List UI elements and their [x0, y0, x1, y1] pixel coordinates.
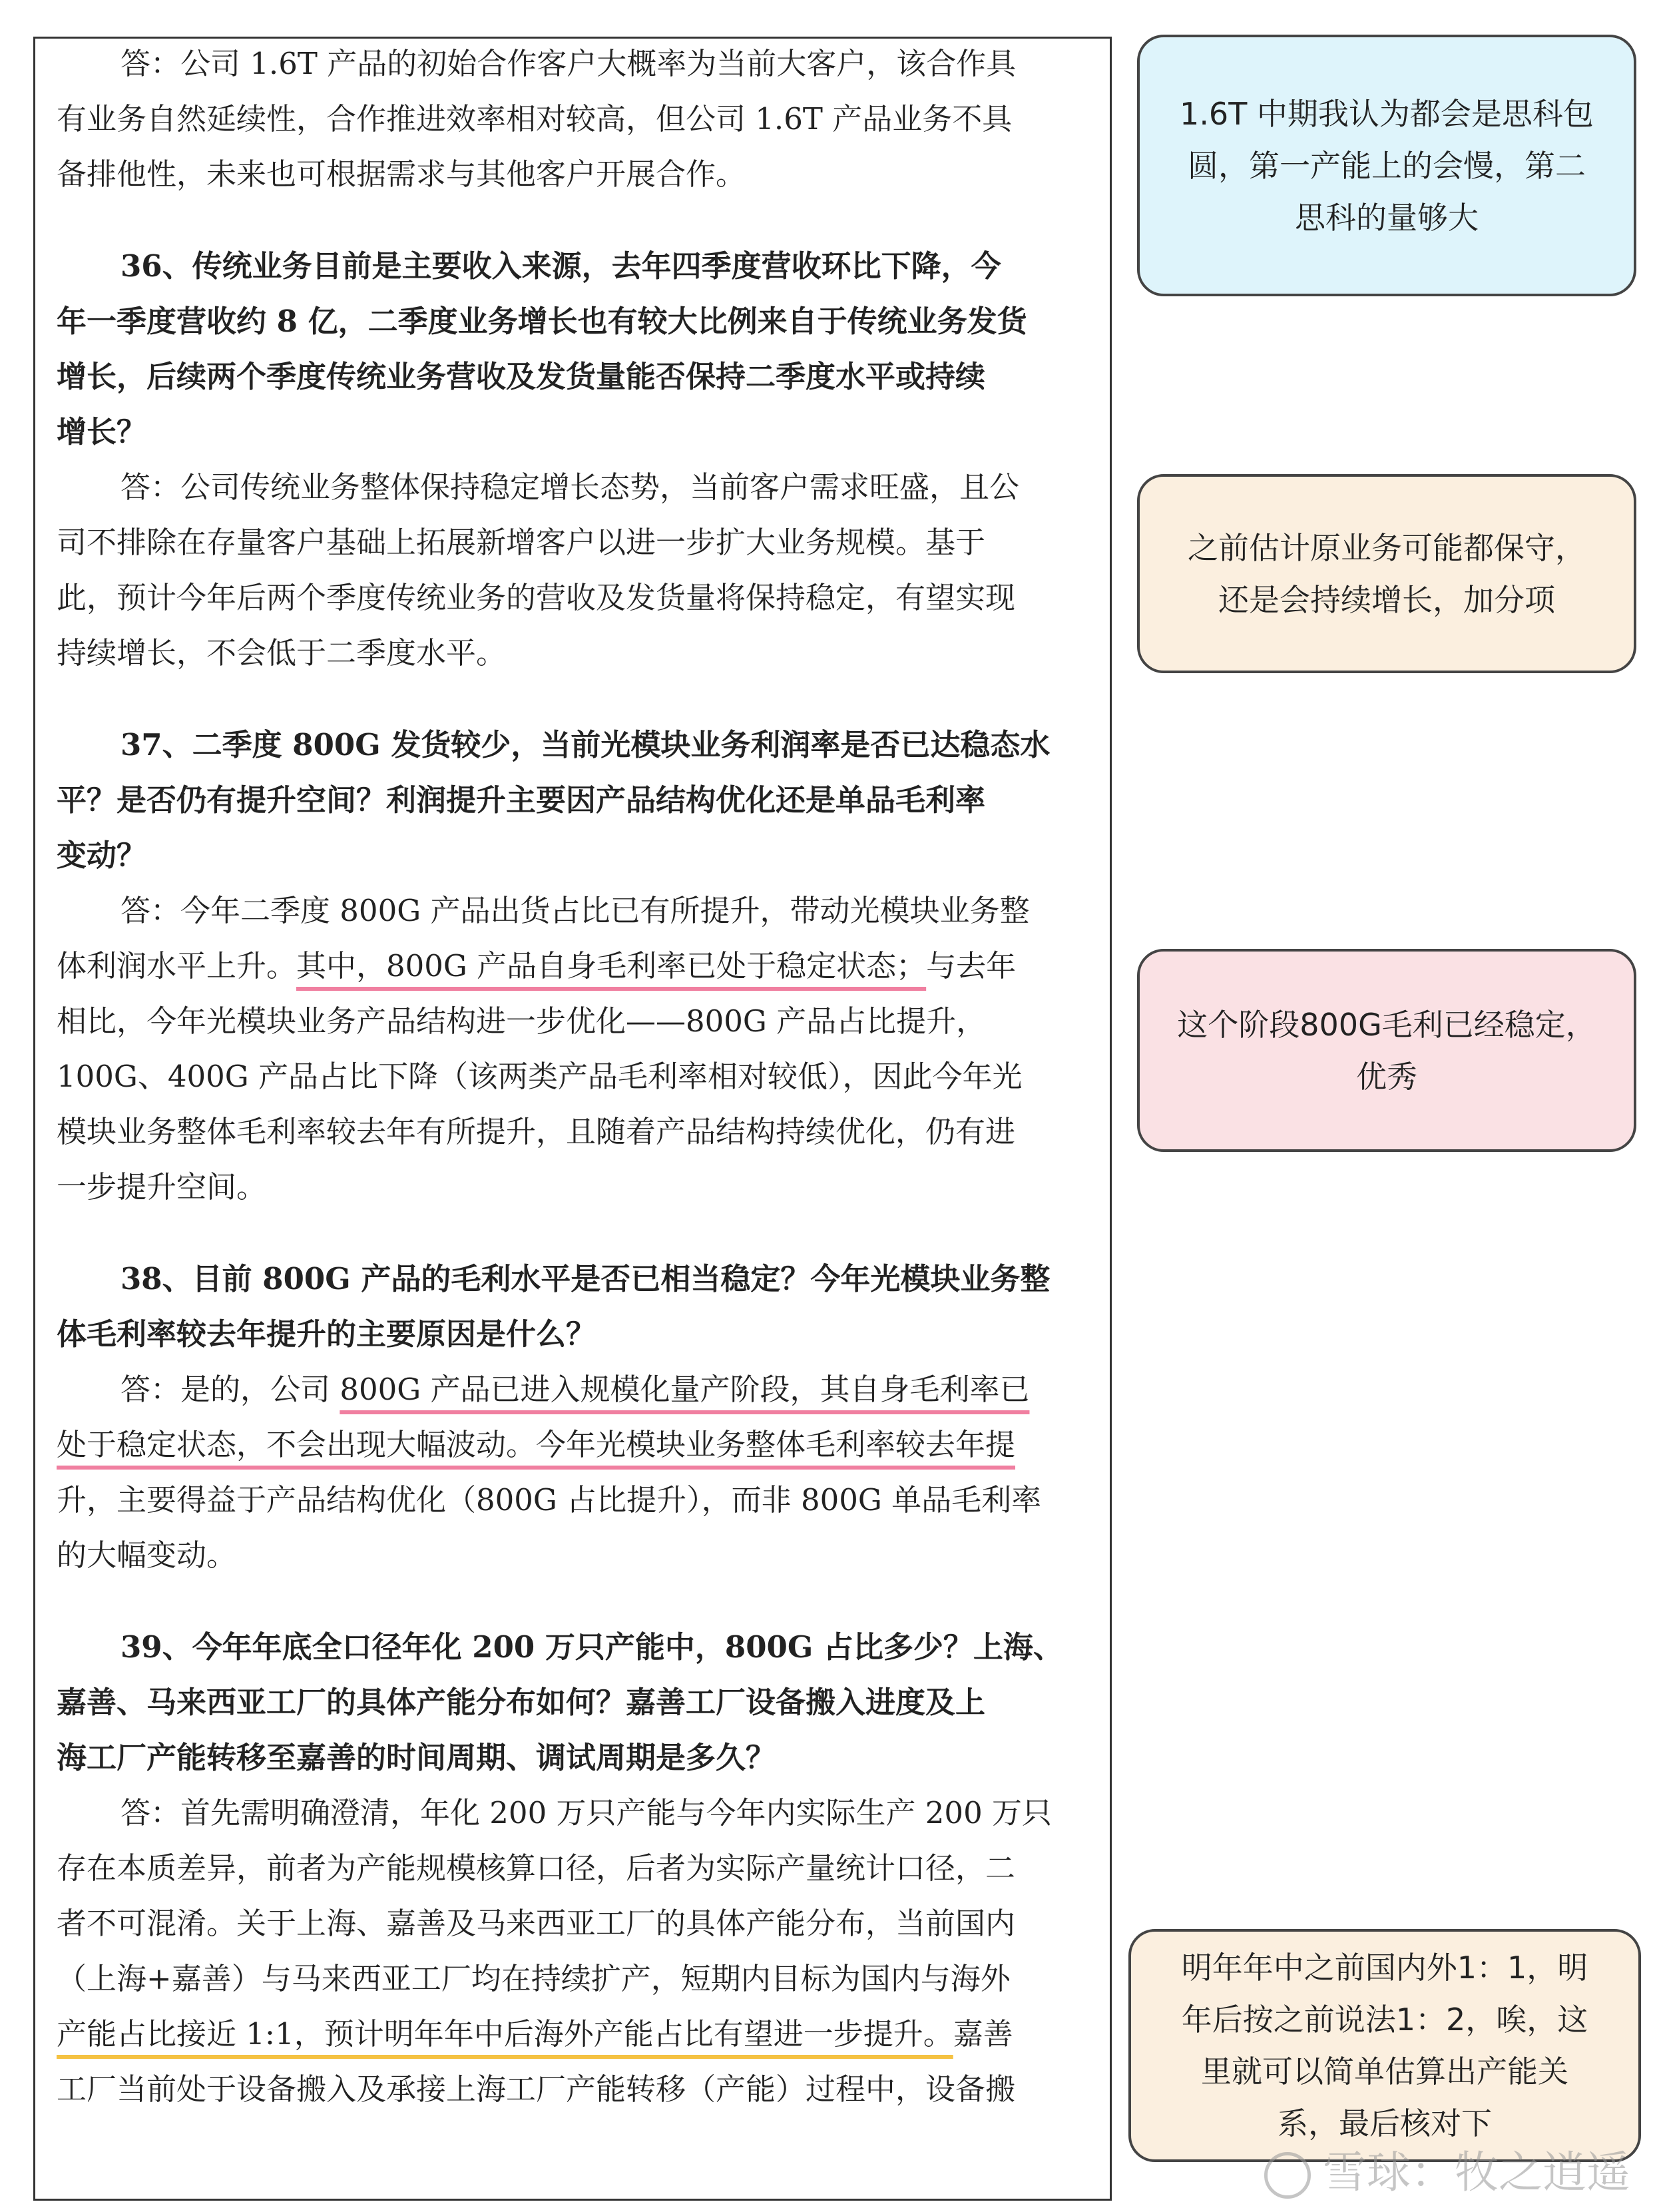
- question-line: 38、目前 800G 产品的毛利水平是否已相当稳定？今年光模块业务整: [120, 1261, 1051, 1296]
- question-line: 增长？: [57, 414, 147, 449]
- text-segment: 答：是的，公司: [120, 1372, 340, 1407]
- annotation-text: [1188, 522, 1586, 626]
- question-line: 平？是否仍有提升空间？利润提升主要因产品结构优化还是单品毛利率: [57, 782, 986, 818]
- highlighted-text: 处于稳定状态，不会出现大幅波动。今年光模块业务整体毛利率较去年提: [57, 1427, 1016, 1462]
- annotation-line: 之前估计原业务可能都保守，: [1188, 529, 1586, 566]
- annotation-line: 还是会持续增长，加分项: [1218, 581, 1555, 618]
- answer-line: 一步提升空间。: [57, 1169, 267, 1205]
- highlighted-text: 800G 产品已进入规模化量产阶段，其自身毛利率已: [340, 1372, 1030, 1407]
- question-line: 变动？: [57, 838, 147, 873]
- question-line: 36、传统业务目前是主要收入来源，去年四季度营收环比下降，今: [120, 248, 1001, 284]
- question-line: 年一季度营收约 8 亿，二季度业务增长也有较大比例来自于传统业务发货: [57, 304, 1027, 339]
- answer-line: 100G、400G 产品占比下降（该两类产品毛利率相对较低），因此今年光: [57, 1059, 1023, 1094]
- answer-line: 的大幅变动。: [57, 1537, 237, 1573]
- answer-line: [57, 938, 1095, 994]
- answer-line: 持续增长，不会低于二季度水平。: [57, 635, 507, 671]
- answer-line: 有业务自然延续性，合作推进效率相对较高，但公司 1.6T 产品业务不具: [57, 101, 1013, 137]
- annotation-note: [1128, 1929, 1641, 2162]
- highlighted-text: 其中，800G 产品自身毛利率已处于稳定状态；: [296, 948, 927, 983]
- question-line: 体毛利率较去年提升的主要原因是什么？: [57, 1316, 596, 1352]
- answer-line: （上海+嘉善）与马来西亚工厂均在持续扩产，短期内目标为国内与海外: [57, 1961, 1011, 1996]
- annotation-line: 明年年中之前国内外1：1，明: [1181, 1950, 1588, 1986]
- answer-line: 答：今年二季度 800G 产品出货占比已有所提升，带动光模块业务整: [120, 893, 1030, 928]
- annotation-line: 系，最后核对下: [1277, 2105, 1492, 2141]
- answer-line: [57, 2006, 1095, 2062]
- answer-line: 司不排除在存量客户基础上拓展新增客户以进一步扩大业务规模。基于: [57, 525, 986, 560]
- answer-line: 答：首先需明确澄清，年化 200 万只产能与今年内实际生产 200 万只: [120, 1795, 1053, 1830]
- answer-line: 存在本质差异，前者为产能规模核算口径，后者为实际产量统计口径，二: [57, 1850, 1016, 1886]
- answer-line: 相比，今年光模块业务产品结构进一步优化——800G 产品占比提升，: [57, 1003, 987, 1039]
- question-line: 增长，后续两个季度传统业务营收及发货量能否保持二季度水平或持续: [57, 359, 986, 394]
- watermark-text: 雪球：牧之逍遥: [1323, 2147, 1630, 2198]
- answer-line: 工厂当前处于设备搬入及承接上海工厂产能转移（产能）过程中，设备搬: [57, 2072, 1016, 2107]
- watermark: [1264, 2137, 1630, 2200]
- answer-line: [57, 1417, 1095, 1473]
- annotation-note: [1137, 474, 1636, 673]
- text-segment: 嘉善: [953, 2016, 1013, 2052]
- answer-line: 模块业务整体毛利率较去年有所提升，且随着产品结构持续优化，仍有进: [57, 1114, 1016, 1149]
- answer-line: 备排他性，未来也可根据需求与其他客户开展合作。: [57, 156, 746, 192]
- annotation-line: 1.6T 中期我认为都会是思科包: [1180, 95, 1594, 132]
- annotation-line: 思科的量够大: [1294, 199, 1479, 236]
- answer-line: [57, 1362, 1095, 1418]
- annotation-line: 圆，第一产能上的会慢，第二: [1187, 147, 1586, 184]
- question-line: 海工厂产能转移至嘉善的时间周期、调试周期是多久？: [57, 1740, 776, 1775]
- answer-line: 答：公司传统业务整体保持稳定增长态势，当前客户需求旺盛，且公: [120, 469, 1020, 505]
- question-line: 嘉善、马来西亚工厂的具体产能分布如何？嘉善工厂设备搬入进度及上: [57, 1685, 986, 1720]
- annotation-text: [1182, 1942, 1588, 2149]
- annotation-line: 优秀: [1355, 1058, 1417, 1095]
- question-line: 39、今年年底全口径年化 200 万只产能中，800G 占比多少？上海、: [120, 1629, 1063, 1665]
- annotation-text: [1177, 999, 1596, 1103]
- annotation-note: [1137, 35, 1636, 296]
- annotation-line: 里就可以简单估算出产能关: [1200, 2054, 1568, 2089]
- annotation-line: 这个阶段800G毛利已经稳定，: [1177, 1006, 1596, 1043]
- annotation-line: 年后按之前说法1：2，唉，这: [1181, 2002, 1588, 2038]
- answer-line: 答：公司 1.6T 产品的初始合作客户大概率为当前大客户，该合作具: [120, 46, 1017, 81]
- text-segment: 体利润水平上升。: [57, 948, 297, 983]
- annotation-text: [1180, 88, 1594, 244]
- annotation-note: [1137, 949, 1636, 1152]
- xueqiu-logo-icon: [1264, 2152, 1311, 2199]
- answer-line: 升，主要得益于产品结构优化（800G 占比提升），而非 800G 单品毛利率: [57, 1482, 1042, 1518]
- question-line: 37、二季度 800G 发货较少，当前光模块业务利润率是否已达稳态水: [120, 727, 1051, 762]
- highlighted-text: 产能占比接近 1:1，预计明年年中后海外产能占比有望进一步提升。: [57, 2016, 953, 2052]
- answer-line: 此，预计今年后两个季度传统业务的营收及发货量将保持稳定，有望实现: [57, 580, 1016, 615]
- text-segment: 与去年: [926, 948, 1017, 983]
- answer-line: 者不可混淆。关于上海、嘉善及马来西亚工厂的具体产能分布，当前国内: [57, 1906, 1016, 1941]
